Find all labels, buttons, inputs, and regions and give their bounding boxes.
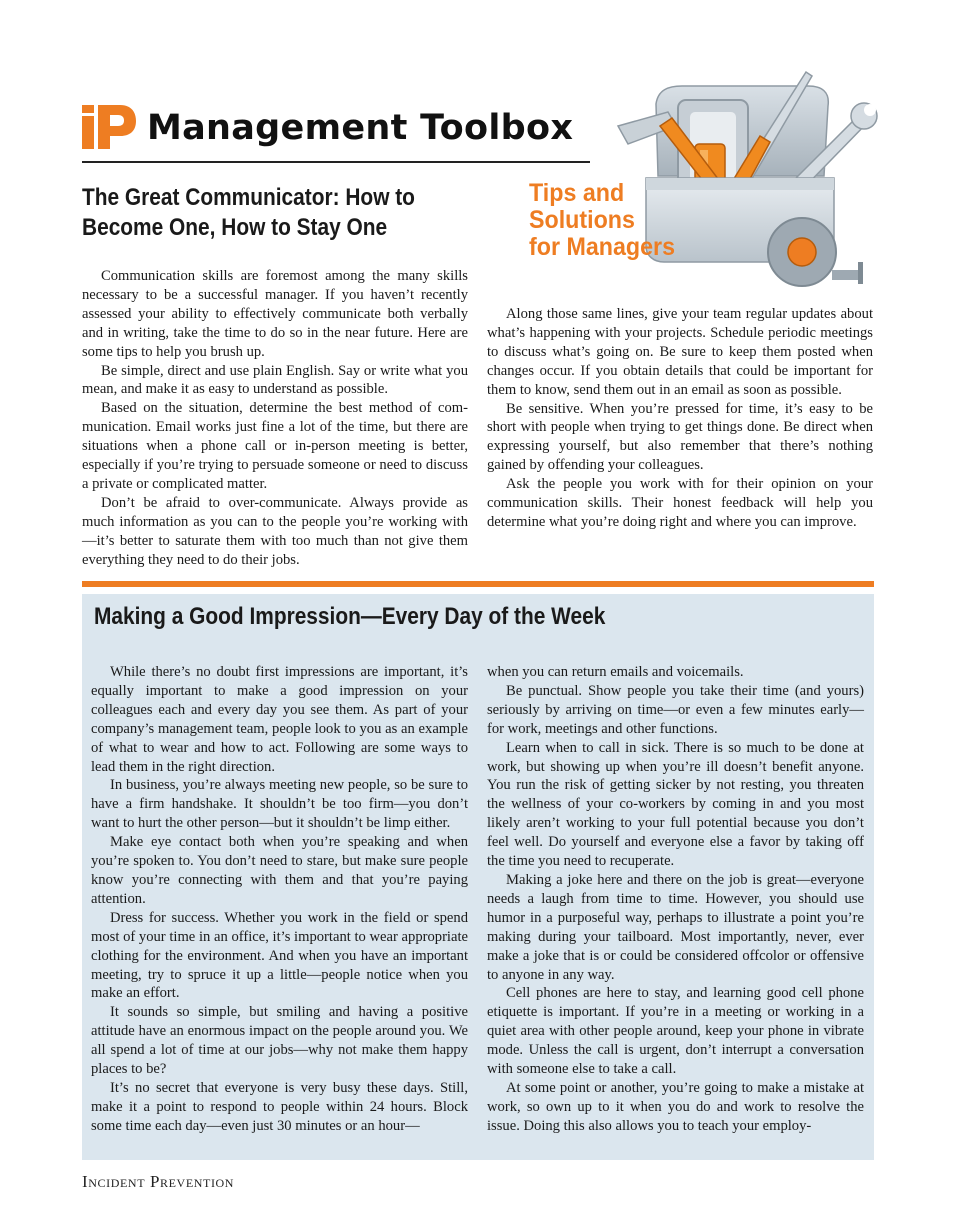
paragraph: Based on the situation, determine the best method of communication. Email works just fine a lot of the time, but there are situations when a phone call or in-person meeting is better, especially if you’re trying to persuade someone or need to discuss a private or complicated matter. bbox=[82, 400, 468, 492]
paragraph: It sounds so simple, but smiling and having a positive attitude have an enormous impact on the people around you. We all spend a lot of time at our jobs—why not make them happy places to be? bbox=[91, 1004, 468, 1078]
paragraph-continued: when you can return emails and voicemails. bbox=[487, 664, 744, 680]
paragraph: It’s no secret that everyone is very busy these days. Still, make it a point to respond to people within 24 hours. Block some time each day—even just 30 minutes or an hour— bbox=[91, 1079, 468, 1134]
article-title bbox=[82, 183, 502, 243]
masthead-rule bbox=[82, 161, 590, 163]
paragraph: At some point or another, you’re going to make a mistake at work, so own up to it when you do and work to resolve the issue. Doing this also allows you to teach your employ- bbox=[487, 1079, 864, 1134]
tips-heading bbox=[529, 180, 719, 261]
article-column-1 bbox=[82, 267, 468, 570]
paragraph: Make eye contact both when you’re speaking and when you’re spoken to. You don’t need to stare, but make sure people know you’re connecting with them and that you’re paying attention. bbox=[91, 834, 468, 907]
sidebar-column-2 bbox=[487, 663, 864, 1136]
paragraph: While there’s no doubt first impressions are important, it’s equally important to make a good impression on your colleagues each and every day you see them. As part of your company’s management team, people look to you as an example of what to wear and how to act. Following are some ways to lead them in the right direction. bbox=[91, 664, 468, 775]
sidebar-title: Making a Good Impression—Every Day of the Week bbox=[94, 603, 606, 630]
paragraph: Along those same lines, give your team regular updates about what’s happening with your projects. Schedule periodic meetings to discuss what’s going on. Be sure to keep them posted when changes occur. If you obtain details that could be important for them to know, send them out in an email as soon as possible. bbox=[487, 306, 873, 398]
paragraph: Be sensitive. When you’re pressed for time, it’s easy to be short with people when trying to get things done. Be direct when expressing yourself, but also remember that there’s nothing gained by offending your colleagues. bbox=[487, 400, 873, 474]
tips-line-3: for Managers bbox=[529, 233, 675, 261]
paragraph: Dress for success. Whether you work in the field or spend most of your time in an office, it’s important to wear appropriate clothing for the environment. And when you have an important meeting, try to spruce it up a little—people notice when you make an effort. bbox=[91, 909, 468, 1002]
paragraph: In business, you’re always meeting new people, so be sure to have a firm handshake. It shouldn’t be too firm—you don’t want to hurt the other person—but it shouldn’t be limp either. bbox=[91, 777, 468, 832]
paragraph: Be simple, direct and use plain English. Say or write what you mean, and make it as easy to understand as possible. bbox=[82, 362, 468, 398]
paragraph: Communication skills are foremost among the many skills necessary to be a successful manager. If you haven’t recently assessed your ability to effectively communicate both verbally and in writing, take the time to do so in the near future. Here are some tips to help you brush up. bbox=[82, 268, 468, 360]
paragraph: Cell phones are here to stay, and learning good cell phone etiquette is important. If you’re in a meeting or working in a quiet area with other people around, keep your phone in vibrate mode. Unless the call is urgent, don’t interrupt a conversation with someone else to take a call. bbox=[487, 985, 864, 1078]
tips-line-1: Tips and bbox=[529, 179, 625, 207]
article-title-line-1: The Great Communicator: How to bbox=[82, 184, 415, 211]
paragraph: Don’t be afraid to over-communicate. Always provide as much information as you can to the people you’re working with—it’s better to saturate them with too much than not give them everything they need to do their jobs. bbox=[82, 494, 468, 568]
footer-publication-name: Incident Prevention bbox=[82, 1172, 235, 1191]
paragraph: Be punctual. Show people you take their time (and yours) seriously by arriving on time—or even a few minutes early— for work, meetings and other functions. bbox=[487, 682, 864, 737]
paragraph: Making a joke here and there on the job is great—everyone needs a laugh from time to time. However, you should use humor in a purposeful way, perhaps to illustrate a point you’re making during your tailboard. Most importantly, never, ever make a joke that is or could be considered offcolor or offensive to anyone in any way. bbox=[487, 871, 864, 983]
masthead-title: Management Toolbox bbox=[147, 108, 574, 148]
ip-logo-icon bbox=[82, 103, 136, 149]
article-title-line-2: Become One, How to Stay One bbox=[82, 214, 388, 241]
article-column-2 bbox=[487, 305, 873, 532]
paragraph: Learn when to call in sick. There is so much to be done at work, but showing up when you’re ill doesn’t benefit anyone. You run the risk of getting sicker by not resting, you threaten the wellness of your co-workers by coming in and you most likely aren’t working to your full potential because you don’t feel well. Do yourself and everyone else a favor by taking off the time you need to recuperate. bbox=[487, 739, 864, 870]
section-divider bbox=[82, 581, 874, 587]
paragraph: Ask the people you work with for their opinion on your communication skills. Their honest feedback will help you determine what you’re doing right and where you can improve. bbox=[487, 476, 873, 530]
tips-line-2: Solutions bbox=[529, 206, 635, 234]
sidebar-column-1 bbox=[91, 663, 468, 1136]
